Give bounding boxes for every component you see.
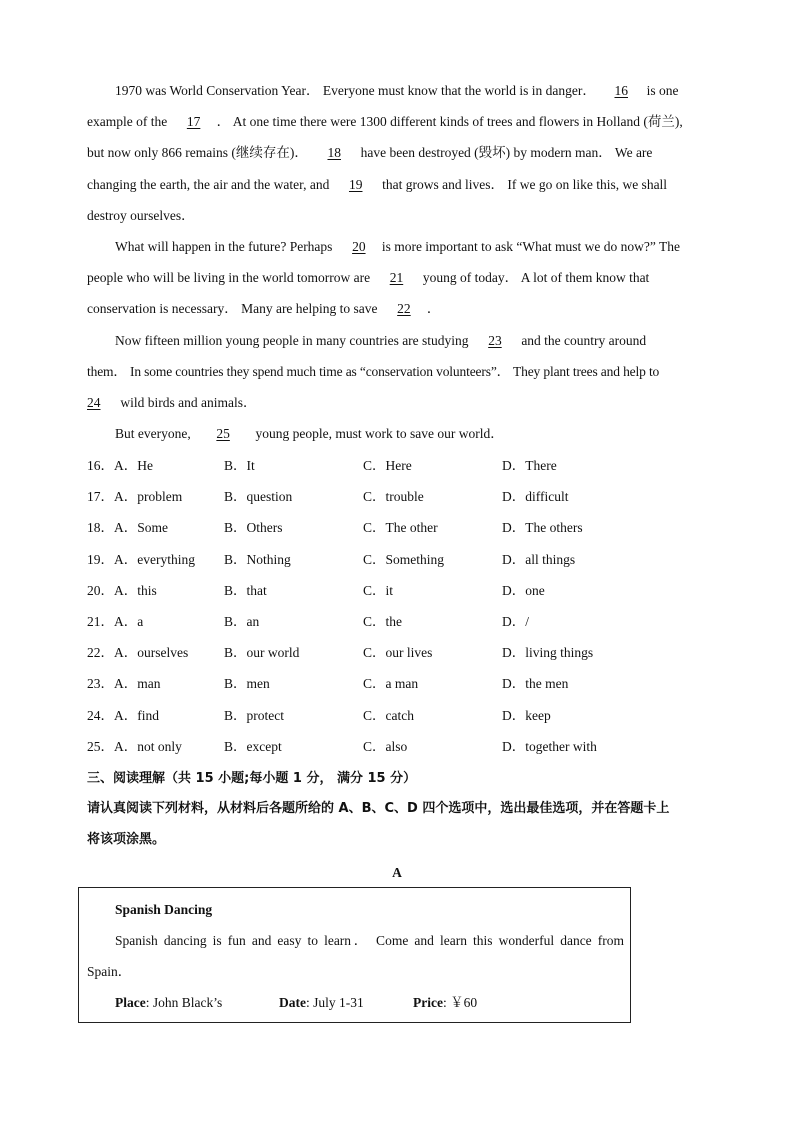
option-c[interactable]: C．catch: [363, 707, 414, 723]
option-a[interactable]: 21．A．a: [87, 613, 144, 629]
passage-text: and the country around: [517, 333, 647, 348]
passage-text: ．: [426, 301, 441, 317]
passage-line: destroy ourselves．: [87, 207, 195, 223]
option-c[interactable]: C．also: [363, 738, 408, 754]
blank-24[interactable]: 24: [87, 395, 101, 411]
option-b[interactable]: B．an: [224, 613, 260, 629]
passage-line: [87, 418, 707, 449]
question-row-18: [87, 512, 707, 543]
blank-21[interactable]: 21: [389, 270, 404, 286]
option-c[interactable]: C．our lives: [363, 645, 433, 661]
option-b[interactable]: B．question: [224, 489, 293, 505]
passage-text: young people, must work to save our world．: [252, 426, 504, 441]
option-c[interactable]: C．Something: [363, 551, 445, 567]
option-c[interactable]: C．The other: [363, 520, 438, 536]
option-d[interactable]: D．all things: [502, 551, 576, 567]
question-row-17: [87, 481, 707, 512]
option-a[interactable]: 24．A．find: [87, 707, 159, 723]
passage-text: young of today． A lot of them know that: [419, 270, 650, 286]
passage-text: but now only 866 remains (继续存在)．: [87, 145, 308, 161]
option-b[interactable]: B．Nothing: [224, 551, 291, 567]
option-c[interactable]: C．a man: [363, 676, 419, 692]
passage-paragraph-4: [87, 418, 707, 449]
passage-text: is one: [643, 83, 679, 98]
passage-text: wild birds and animals．: [117, 395, 257, 411]
option-d[interactable]: D．/: [502, 613, 529, 629]
blank-18[interactable]: 18: [327, 145, 341, 161]
option-b[interactable]: B．that: [224, 582, 267, 598]
option-d[interactable]: D．difficult: [502, 489, 569, 505]
passage-text: Now fifteen million young people in many countries are studying: [115, 333, 472, 348]
price-label: Price: [413, 995, 443, 1010]
option-c[interactable]: C．trouble: [363, 489, 424, 505]
passage-text: 1970 was World Conservation Year． Everyone must know that the world is in danger．: [115, 83, 596, 98]
blank-22[interactable]: 22: [397, 301, 411, 317]
instructions-line-1: 请认真阅读下列材料，从材料后各题所给的 A、B、C、D 四个选项中，选出最佳选项，并在答题卡上: [87, 801, 670, 816]
passage-text: What will happen in the future? Perhaps: [115, 239, 336, 254]
options-list: [87, 450, 707, 762]
passage-text: have been destroyed (毁坏) by modern man． We are: [357, 145, 653, 161]
option-a[interactable]: 23．A．man: [87, 676, 161, 692]
ad-place: [115, 987, 222, 1018]
option-b[interactable]: B．men: [224, 676, 270, 692]
passage-line: [87, 137, 707, 168]
option-b[interactable]: B．It: [224, 458, 255, 473]
place-value: : John Black’s: [145, 995, 223, 1010]
option-a[interactable]: 25．A．not only: [87, 738, 182, 754]
passage-line: [87, 262, 707, 293]
question-row-20: [87, 575, 707, 606]
section-instructions: [87, 793, 707, 855]
question-row-24: [87, 700, 707, 731]
passage-line: [87, 325, 707, 356]
place-label: Place: [115, 995, 146, 1010]
section-title: 三、阅读理解（共 15 小题;每小题 1 分， 满分 15 分）: [87, 771, 417, 786]
question-row-16: [87, 450, 707, 481]
option-d[interactable]: D．The others: [502, 520, 583, 536]
ad-date: [279, 987, 364, 1018]
option-a[interactable]: 19．A．everything: [87, 551, 195, 567]
option-d[interactable]: D．one: [502, 582, 545, 598]
option-c[interactable]: C．the: [363, 613, 402, 629]
passage-line: [87, 231, 707, 262]
option-b[interactable]: B．our world: [224, 645, 300, 661]
option-d[interactable]: D．living things: [502, 645, 594, 661]
blank-16[interactable]: 16: [614, 83, 628, 98]
option-d[interactable]: D．There: [502, 458, 557, 473]
ad-price: [413, 987, 477, 1018]
passage-text: But everyone,: [115, 426, 195, 441]
question-row-21: [87, 606, 707, 637]
option-a[interactable]: 22．A．ourselves: [87, 645, 189, 661]
blank-17[interactable]: 17: [186, 114, 201, 130]
ad-box: [78, 887, 631, 1023]
blank-25[interactable]: 25: [216, 426, 230, 441]
passage-text: people who will be living in the world tomorrow are: [87, 270, 374, 286]
passage-paragraph-2: [87, 231, 707, 325]
ad-description: Spanish dancing is fun and easy to learn． Come and learn this wonderful dance from Spain．: [87, 933, 624, 980]
passage-line: [87, 387, 707, 418]
passage-text: conservation is necessary． Many are helping to save: [87, 301, 381, 317]
passage-line: [87, 106, 707, 137]
question-row-25: [87, 731, 707, 762]
passage-text: example of the: [87, 114, 171, 130]
passage-line: [87, 75, 707, 106]
option-d[interactable]: D．keep: [502, 707, 551, 723]
option-a[interactable]: 18．A．Some: [87, 520, 168, 536]
passage-text: is more important to ask “What must we do now?” The: [381, 239, 680, 254]
passage-text: ． At one time there were 1300 different kinds of trees and flowers in Holland (荷兰),: [216, 114, 683, 130]
price-value: : ￥60: [442, 995, 478, 1010]
ad-title: Spanish Dancing: [115, 902, 213, 917]
date-value: : July 1-31: [306, 995, 364, 1010]
passage-paragraph-3: [87, 325, 707, 419]
passage-line: [87, 169, 707, 200]
passage-line: [87, 293, 707, 324]
option-d[interactable]: D．the men: [502, 676, 569, 692]
option-a[interactable]: 16．A．He: [87, 458, 153, 473]
passage-text: that grows and lives． If we go on like this, we shall: [378, 176, 668, 192]
option-b[interactable]: B．Others: [224, 520, 283, 536]
ad-text: [87, 925, 624, 987]
blank-19[interactable]: 19: [348, 176, 363, 192]
option-a[interactable]: 17．A．problem: [87, 489, 183, 505]
blank-20[interactable]: 20: [352, 239, 366, 254]
question-row-19: [87, 544, 707, 575]
option-c[interactable]: C．it: [363, 582, 394, 598]
option-b[interactable]: B．protect: [224, 707, 284, 723]
passage-line: them． In some countries they spend much time as “conservation volunteers”． They plant trees and help to: [87, 364, 660, 380]
option-d[interactable]: D．together with: [502, 738, 597, 754]
option-c[interactable]: C．Here: [363, 458, 412, 473]
instructions-line-2: 将该项涂黑。: [87, 832, 166, 848]
option-b[interactable]: B．except: [224, 738, 282, 754]
part-label: A: [392, 865, 402, 880]
date-label: Date: [279, 995, 306, 1010]
option-a[interactable]: 20．A．this: [87, 582, 157, 598]
question-row-23: [87, 668, 707, 699]
passage-paragraph-1: [87, 75, 707, 231]
question-row-22: [87, 637, 707, 668]
passage-text: changing the earth, the air and the water, and: [87, 176, 333, 192]
blank-23[interactable]: 23: [488, 333, 502, 348]
